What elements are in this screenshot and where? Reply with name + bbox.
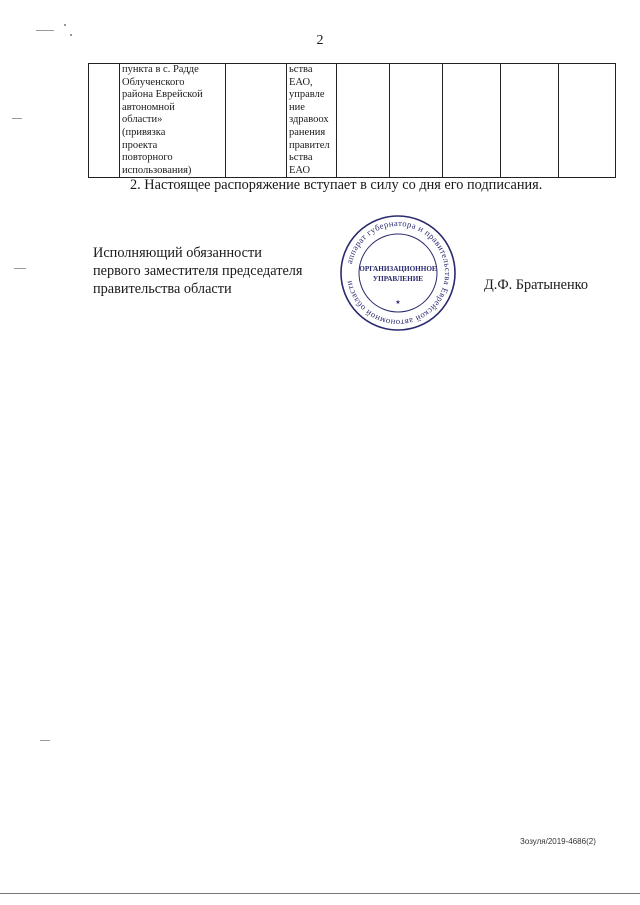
project-line: проекта bbox=[122, 139, 158, 151]
project-line: автономной bbox=[122, 101, 175, 113]
document-code: Зозуля/2019-4686(2) bbox=[520, 837, 596, 846]
signer-position-line: правительства области bbox=[93, 281, 232, 297]
organization-line: ЕАО, bbox=[289, 76, 313, 88]
organization-line: ранения bbox=[289, 126, 326, 138]
table-cell-empty bbox=[226, 64, 287, 178]
project-line: использования) bbox=[122, 164, 192, 176]
seal-center-line: ОРГАНИЗАЦИОННОЕ bbox=[359, 265, 437, 273]
organization-line: правител bbox=[289, 139, 330, 151]
table-cell-number bbox=[89, 64, 120, 178]
scan-noise-mark bbox=[12, 118, 22, 119]
project-line: пункта в с. Радде bbox=[122, 64, 199, 75]
table-cell-empty bbox=[443, 64, 501, 178]
project-line: района Еврейской bbox=[122, 89, 203, 101]
page-bottom-edge bbox=[0, 893, 640, 894]
project-line: Облученского bbox=[122, 76, 185, 88]
seal-star-icon: ★ bbox=[395, 300, 401, 306]
organization-line: ьства bbox=[289, 64, 313, 75]
scan-noise-mark bbox=[14, 268, 26, 269]
signer-block bbox=[93, 244, 303, 298]
table-cell-empty bbox=[337, 64, 390, 178]
project-line: области» bbox=[122, 114, 163, 126]
table-cell-empty bbox=[559, 64, 616, 178]
table-cell-empty bbox=[501, 64, 559, 178]
table-cell-empty bbox=[390, 64, 443, 178]
project-line: (привязка bbox=[122, 126, 166, 138]
page-number: 2 bbox=[316, 33, 324, 48]
organization-line: управле bbox=[289, 89, 325, 101]
signer-name: Д.Ф. Братыненко bbox=[484, 277, 588, 293]
seal-outer-ring bbox=[341, 216, 455, 330]
seal-ring-text: аппарат губернатора и правительства Еврейской автономной области bbox=[343, 217, 454, 329]
organization-line: ьства bbox=[289, 152, 313, 164]
project-line: повторного bbox=[122, 152, 173, 164]
organization-line: здравоох bbox=[289, 114, 329, 126]
scan-noise-mark bbox=[40, 740, 50, 741]
table-cell-organization bbox=[287, 64, 337, 178]
organization-line: ние bbox=[289, 101, 305, 113]
appendix-table-fragment bbox=[88, 63, 616, 178]
scan-noise-mark bbox=[36, 30, 54, 31]
table-row bbox=[89, 64, 616, 178]
signer-position-line: первого заместителя председателя bbox=[93, 263, 303, 279]
table-cell-project bbox=[120, 64, 226, 178]
clause-text: 2. Настоящее распоряжение вступает в силу со дня его подписания. bbox=[130, 177, 543, 193]
scan-noise-dot bbox=[64, 24, 66, 26]
scan-noise-dot bbox=[70, 34, 72, 36]
signer-position-line: Исполняющий обязанности bbox=[93, 245, 262, 261]
official-seal-stamp bbox=[338, 213, 458, 333]
organization-line: ЕАО bbox=[289, 164, 311, 176]
seal-center-line: УПРАВЛЕНИЕ bbox=[372, 275, 424, 283]
